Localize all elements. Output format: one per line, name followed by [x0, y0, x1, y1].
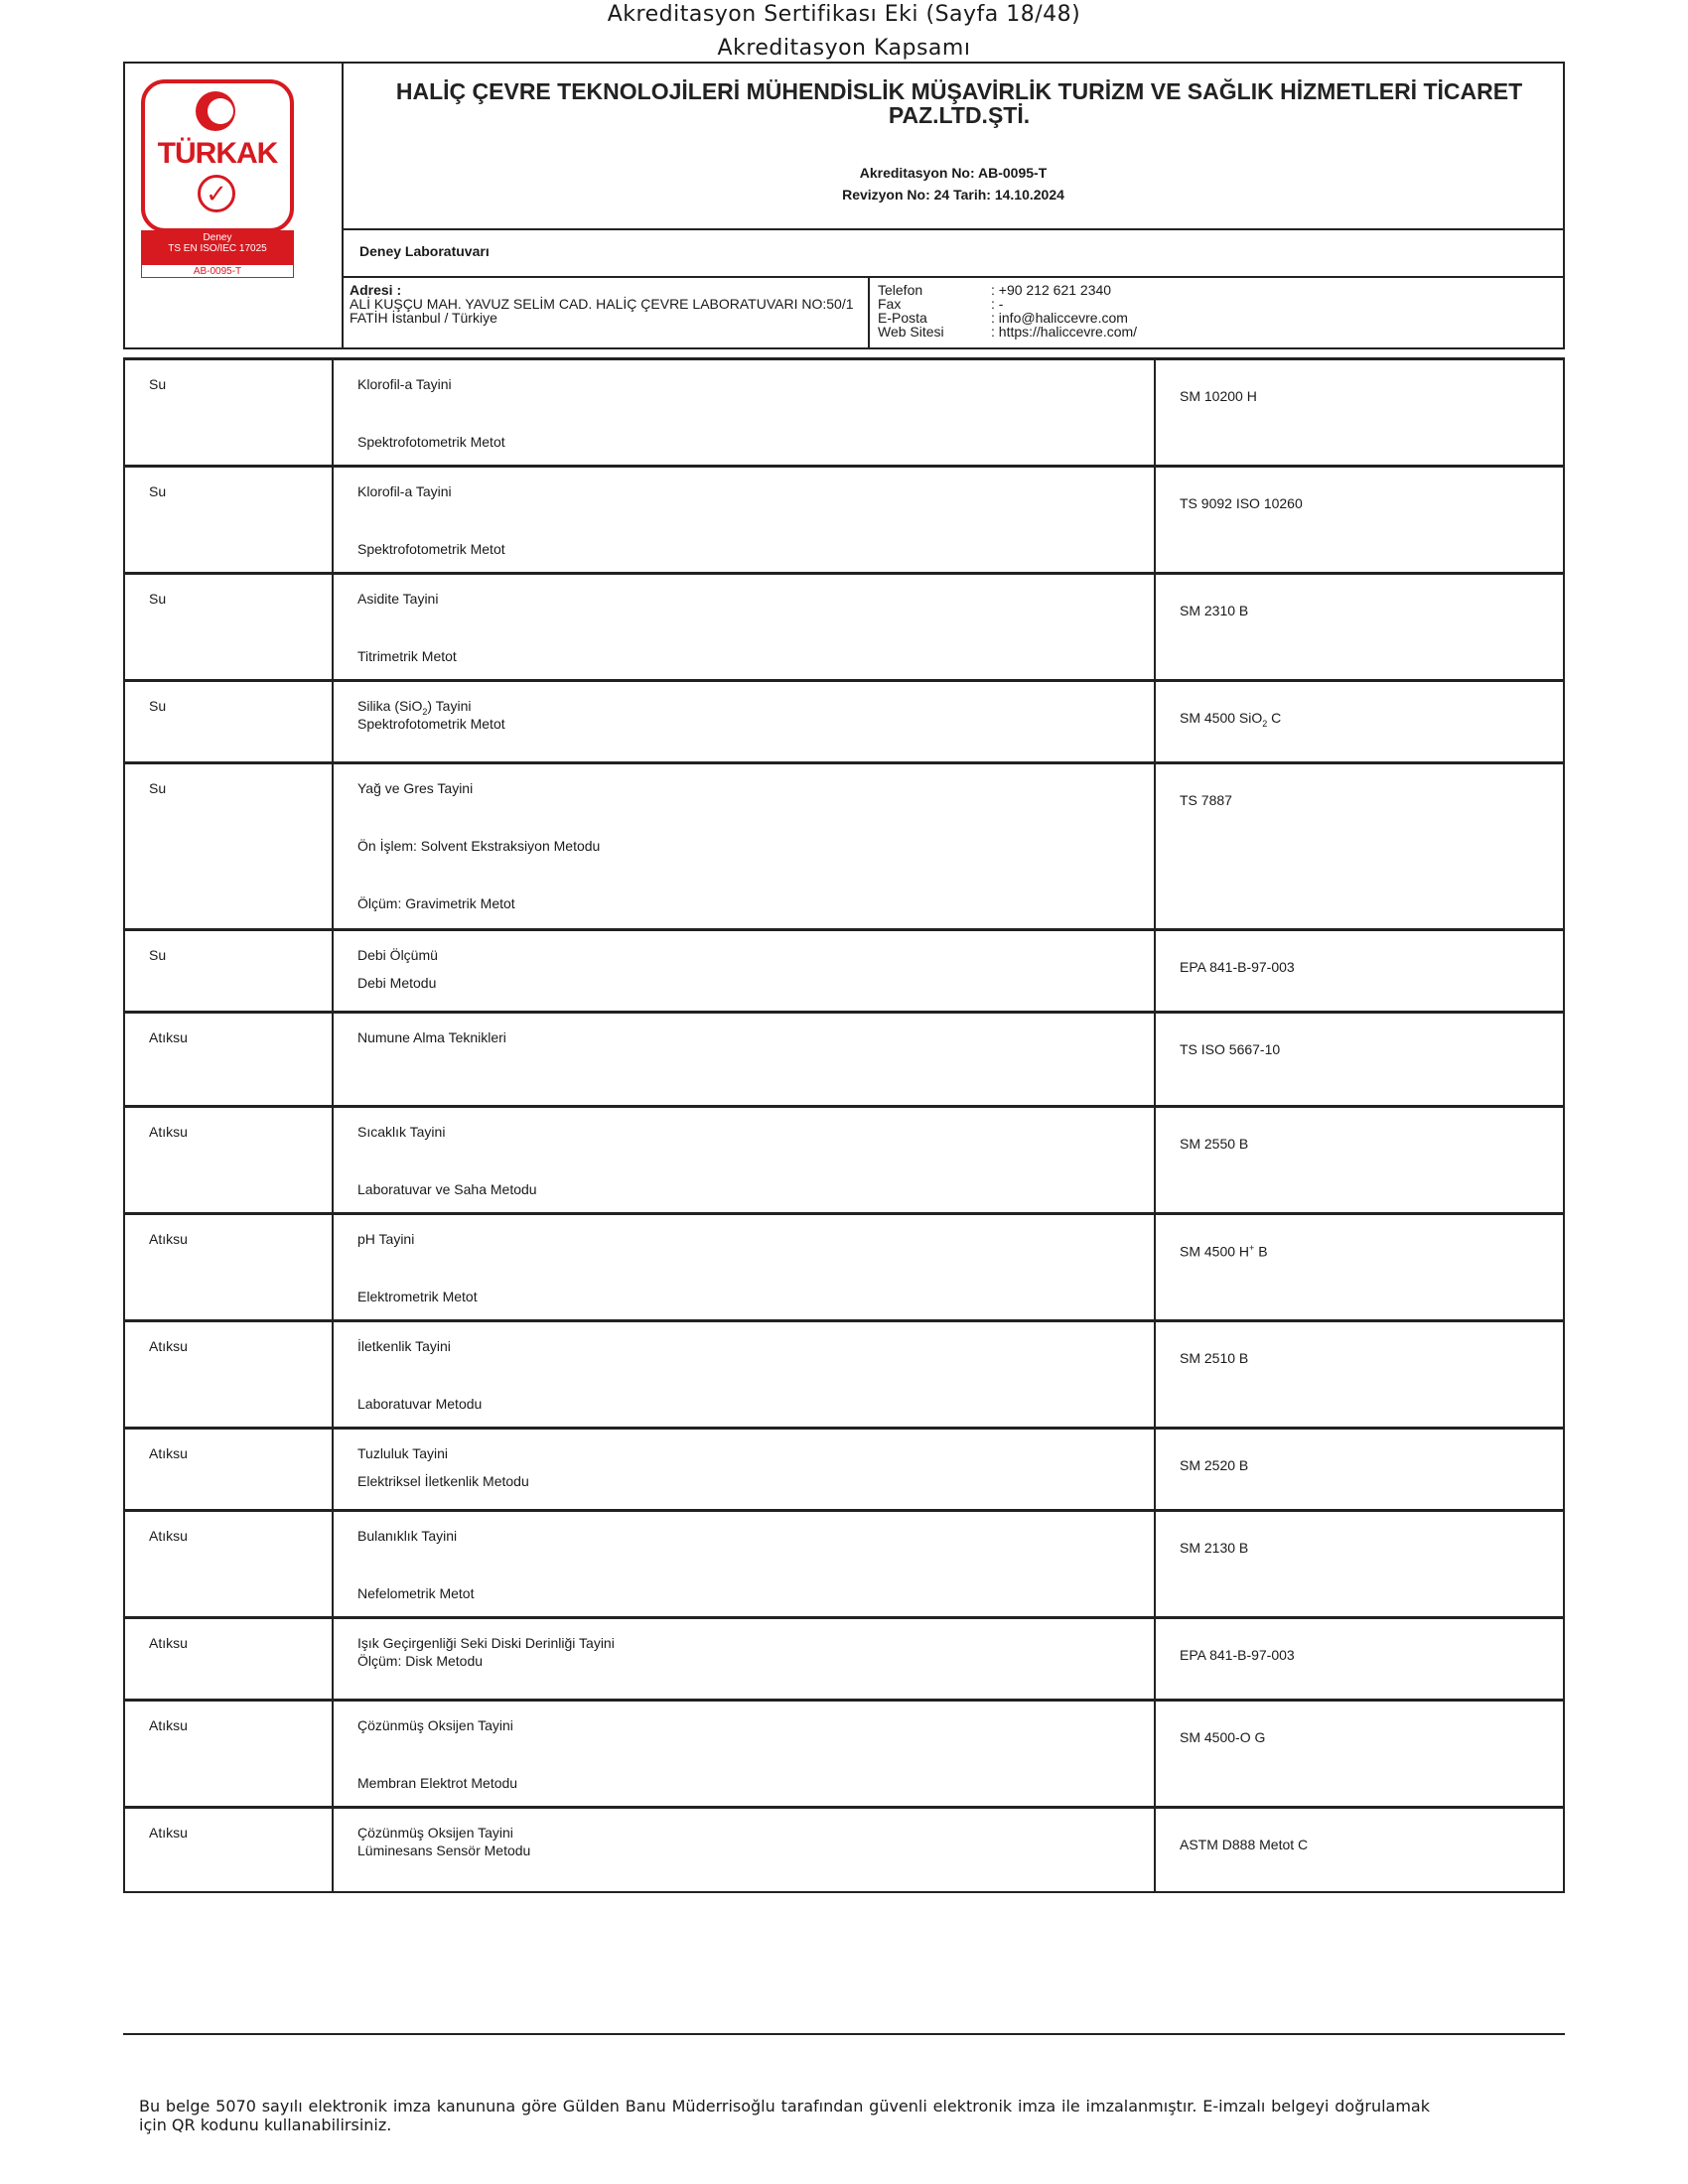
matrix-cell: Atıksu — [149, 1029, 188, 1045]
table-row — [125, 931, 1563, 1014]
standard-cell: SM 4500 SiO$_2$ C — [1180, 710, 1282, 729]
scope-table — [123, 357, 1565, 1893]
standard-cell: EPA 841-B-97-003 — [1180, 1647, 1295, 1663]
check-icon: ✓ — [198, 175, 235, 212]
standard-cell: SM 2510 B — [1180, 1350, 1249, 1366]
table-row — [125, 575, 1563, 682]
test-name: Silika (SiO$_2$) Tayini — [357, 698, 472, 717]
table-row — [125, 1619, 1563, 1702]
test-method: Spektrofotometrik Metot — [357, 434, 505, 450]
matrix-cell: Atıksu — [149, 1528, 188, 1544]
test-name: Çözünmüş Oksijen Tayini — [357, 1717, 513, 1733]
page-title: Akreditasyon Sertifikası Eki (Sayfa 18/48) — [607, 2, 1081, 27]
matrix-cell: Atıksu — [149, 1635, 188, 1651]
test-name: Debi Ölçümü — [357, 947, 438, 963]
table-row — [125, 764, 1563, 931]
address-cell — [344, 278, 870, 347]
matrix-cell: Atıksu — [149, 1445, 188, 1461]
standard-cell: TS 9092 ISO 10260 — [1180, 495, 1303, 511]
website-label: Web Sitesi — [878, 324, 944, 340]
fax-value: : - — [991, 296, 1004, 312]
test-name: Çözünmüş Oksijen Tayini — [357, 1825, 513, 1841]
lab-type-cell — [344, 228, 1563, 278]
crescent-icon: ★ — [196, 91, 235, 131]
table-row — [125, 468, 1563, 575]
logo-text: TÜRKAK — [157, 137, 278, 170]
table-row — [125, 360, 1563, 468]
matrix-cell: Su — [149, 483, 167, 499]
address-line-2: FATİH İstanbul / Türkiye — [350, 310, 497, 326]
standard-cell: SM 2520 B — [1180, 1457, 1249, 1473]
phone-value: : +90 212 621 2340 — [991, 282, 1112, 298]
test-method: Debi Metodu — [357, 975, 437, 991]
standard-cell: SM 2550 B — [1180, 1136, 1249, 1152]
logo-cell — [125, 64, 344, 347]
table-row — [125, 1215, 1563, 1322]
company-name: HALİÇ ÇEVRE TEKNOLOJİLERİ MÜHENDİSLİK MÜŞAVİRLİK TURİZM VE SAĞLIK HİZMETLERİ TİCARET PAZ.LTD.ŞTİ. — [395, 78, 1523, 128]
matrix-cell: Atıksu — [149, 1124, 188, 1140]
email-label: E-Posta — [878, 310, 927, 326]
standard-cell: TS ISO 5667-10 — [1180, 1041, 1281, 1057]
matrix-cell: Su — [149, 698, 167, 714]
address-label: Adresi : — [350, 282, 402, 298]
page-subtitle: Akreditasyon Kapsamı — [717, 36, 971, 61]
matrix-cell: Atıksu — [149, 1825, 188, 1841]
matrix-cell: Su — [149, 947, 167, 963]
standard-cell: EPA 841-B-97-003 — [1180, 959, 1295, 975]
test-name: Bulanıklık Tayini — [357, 1528, 458, 1544]
test-name: pH Tayini — [357, 1231, 415, 1247]
test-name: Yağ ve Gres Tayini — [357, 780, 474, 796]
matrix-cell: Atıksu — [149, 1231, 188, 1247]
revision-info: Revizyon No: 24 Tarih: 14.10.2024 — [842, 187, 1064, 203]
website-value[interactable]: : https://haliccevre.com/ — [991, 324, 1138, 340]
test-name: Asidite Tayini — [357, 591, 439, 607]
test-name: Işık Geçirgenliği Seki Diski Derinliği Tayini — [357, 1635, 615, 1651]
table-row — [125, 682, 1563, 764]
standard-cell: TS 7887 — [1180, 792, 1232, 808]
footer-divider — [123, 2033, 1565, 2035]
turkak-logo — [141, 79, 294, 232]
table-row — [125, 1702, 1563, 1809]
test-name: Numune Alma Teknikleri — [357, 1029, 506, 1045]
phone-label: Telefon — [878, 282, 923, 298]
test-method: Laboratuvar ve Saha Metodu — [357, 1181, 537, 1197]
standard-cell: ASTM D888 Metot C — [1180, 1837, 1309, 1852]
table-row — [125, 1108, 1563, 1215]
test-method: Nefelometrik Metot — [357, 1585, 475, 1601]
test-name: Sıcaklık Tayini — [357, 1124, 446, 1140]
test-name: İletkenlik Tayini — [357, 1338, 451, 1354]
standard-cell: SM 10200 H — [1180, 388, 1257, 404]
logo-band-line1: Deney — [203, 232, 232, 243]
test-pretreatment: Ön İşlem: Solvent Ekstraksiyon Metodu — [357, 838, 601, 854]
test-name: Tuzluluk Tayini — [357, 1445, 449, 1461]
matrix-cell: Su — [149, 376, 167, 392]
matrix-cell: Atıksu — [149, 1717, 188, 1733]
company-cell — [344, 64, 1563, 230]
test-method: Elektrometrik Metot — [357, 1289, 478, 1304]
table-row — [125, 1014, 1563, 1108]
test-method: Membran Elektrot Metodu — [357, 1775, 518, 1791]
test-name: Klorofil-a Tayini — [357, 483, 452, 499]
standard-cell: SM 4500 H+ B — [1180, 1243, 1268, 1260]
table-row — [125, 1322, 1563, 1430]
email-value[interactable]: : info@haliccevre.com — [991, 310, 1128, 326]
test-method: Titrimetrik Metot — [357, 648, 457, 664]
fax-label: Fax — [878, 296, 902, 312]
table-row — [125, 1430, 1563, 1512]
matrix-cell: Atıksu — [149, 1338, 188, 1354]
logo-band-line2: TS EN ISO/IEC 17025 — [168, 243, 267, 254]
test-method: Lüminesans Sensör Metodu — [357, 1843, 531, 1858]
test-method: Spektrofotometrik Metot — [357, 716, 505, 732]
address-line-1: ALİ KUŞÇU MAH. YAVUZ SELİM CAD. HALİÇ ÇEVRE LABORATUVARI NO:50/1 — [350, 296, 854, 312]
test-method: Ölçüm: Disk Metodu — [357, 1653, 484, 1669]
standard-cell: SM 4500-O G — [1180, 1729, 1266, 1745]
table-row — [125, 1512, 1563, 1619]
test-method: Spektrofotometrik Metot — [357, 541, 505, 557]
logo-code: AB-0095-T — [141, 264, 294, 278]
table-row — [125, 1809, 1563, 1891]
e-signature-note: Bu belge 5070 sayılı elektronik imza kanununa göre Gülden Banu Müderrisoğlu tarafından güvenli elektronik imza ile imzalanmıştır. E-imzalı belgeyi doğrulamak için QR kodunu kullanabilirsiniz. — [139, 2097, 1430, 2134]
test-method: Ölçüm: Gravimetrik Metot — [357, 895, 515, 911]
test-name: Klorofil-a Tayini — [357, 376, 452, 392]
header-table — [123, 62, 1565, 349]
contact-cell — [872, 278, 1557, 347]
test-method: Laboratuvar Metodu — [357, 1396, 483, 1412]
lab-type: Deney Laboratuvarı — [359, 243, 490, 259]
standard-cell: SM 2310 B — [1180, 603, 1249, 618]
accreditation-number: Akreditasyon No: AB-0095-T — [859, 165, 1048, 181]
standard-cell: SM 2130 B — [1180, 1540, 1249, 1556]
test-method: Elektriksel İletkenlik Metodu — [357, 1473, 529, 1489]
matrix-cell: Su — [149, 780, 167, 796]
matrix-cell: Su — [149, 591, 167, 607]
logo-band — [141, 230, 294, 264]
